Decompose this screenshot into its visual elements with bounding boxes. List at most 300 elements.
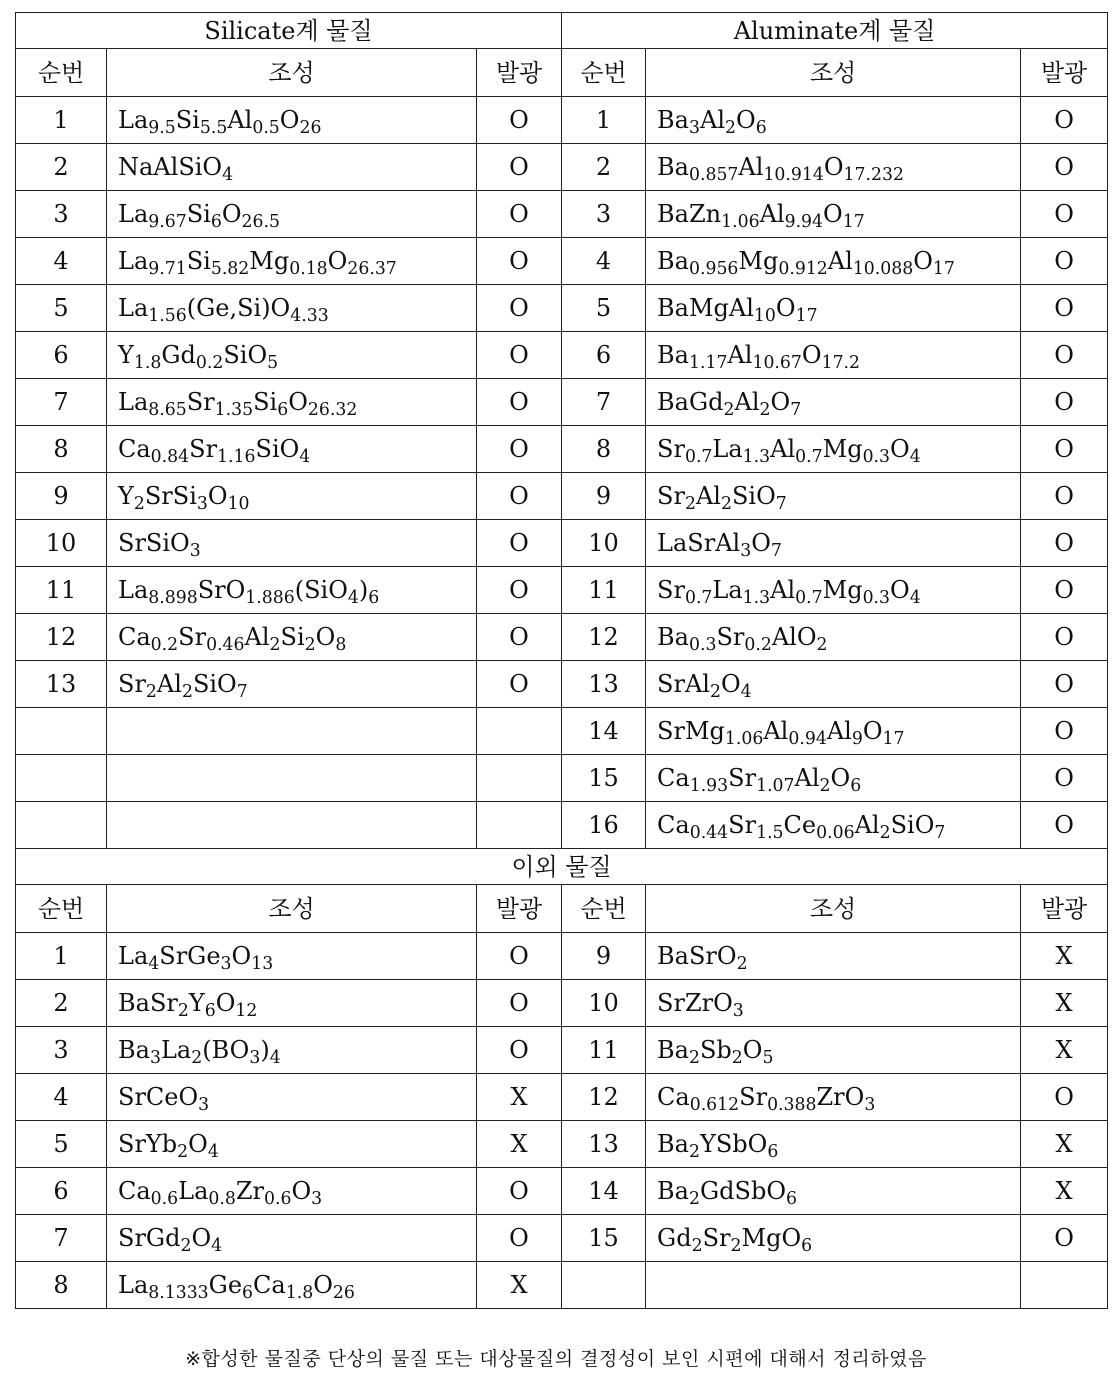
section-title-row [16,849,1108,885]
emission-cell: O [477,379,562,426]
formula-part: O [207,482,228,510]
formula-subscript: 1.3 [742,587,771,608]
formula-subscript: 1.886 [245,587,295,608]
formula-part: Si [280,623,305,651]
composition-cell [646,708,1021,755]
formula-part: Al [827,247,853,275]
emission-cell: O [477,144,562,191]
formula-subscript: 26 [332,1282,355,1303]
formula-part: O [862,717,883,745]
footnote: ※합성한 물질중 단상의 물질 또는 대상물질의 결정성이 보인 시편에 대해서 정리하였음 [185,1348,927,1370]
emission-cell: O [1021,238,1108,285]
formula-part: Sr [118,670,146,698]
table-row [16,97,1108,144]
index-cell: 6 [16,1168,107,1215]
composition-cell [646,97,1021,144]
emission-cell: O [1021,285,1108,332]
col-header-composition: 조성 [646,885,1021,933]
table-row [16,332,1108,379]
formula-part: Ge [208,1271,243,1299]
composition-cell [107,238,477,285]
formula-subscript: 0.94 [788,728,827,749]
emission-cell: O [477,426,562,473]
formula-subscript: 0.5 [252,117,280,138]
index-cell: 8 [562,426,646,473]
emission-cell: X [477,1074,562,1121]
emission-cell: O [477,520,562,567]
formula-part: SrSiO [118,529,190,557]
formula-part: Al [826,717,852,745]
formula-subscript: 0.7 [795,587,823,608]
formula-subscript: 0.956 [688,258,739,279]
index-cell: 10 [562,980,646,1027]
emission-cell: O [477,614,562,661]
formula-subscript: 4.33 [290,305,329,326]
col-header-emission: 발광 [477,49,562,97]
composition-cell [646,1027,1021,1074]
formula-subscript: 0.84 [150,446,190,467]
formula-part: Y [118,341,134,369]
formula-subscript: 3 [311,1188,323,1209]
emission-cell: X [1021,1027,1108,1074]
index-cell: 8 [16,426,107,473]
emission-cell: O [477,567,562,614]
composition-cell [107,661,477,708]
formula-subscript: 2 [709,681,721,702]
composition-cell [646,802,1021,849]
formula-subscript: 17.2 [821,352,861,373]
other-section-title: 이외 물질 [16,849,1108,885]
formula-subscript: 3 [196,493,208,514]
formula-part: Ca [118,435,151,463]
formula-subscript: 12 [235,1000,258,1021]
formula-part: O [291,1177,312,1205]
index-cell: 11 [16,567,107,614]
composition-cell [107,520,477,567]
formula-part: La [712,576,743,604]
table-row [16,980,1108,1027]
formula-part: BaSr [118,989,178,1017]
formula-subscript: 0.2 [744,634,772,655]
index-cell: 12 [562,1074,646,1121]
formula-subscript: 10 [227,493,250,514]
index-cell: 13 [16,661,107,708]
formula-part: Sr [178,623,207,651]
formula-subscript: 2 [819,775,831,796]
formula-part: Sr [739,1083,768,1111]
formula-part: Al [695,482,721,510]
formula-subscript: 5.82 [210,258,250,279]
formula-part: O [221,200,242,228]
index-cell: 11 [562,567,646,614]
index-cell: 9 [16,473,107,520]
formula-subscript: 17 [842,211,865,232]
formula-part: Mg [822,435,863,463]
emission-cell: O [1021,755,1108,802]
emission-cell: X [1021,1121,1108,1168]
formula-subscript: 2 [723,399,735,420]
formula-subscript: 0.2 [150,634,179,655]
formula-part: Al [794,764,820,792]
formula-subscript: 17 [882,728,905,749]
index-cell: 1 [16,97,107,144]
formula-subscript: 1.8 [285,1282,314,1303]
formula-subscript: 6 [755,117,767,138]
formula-part: Sr [716,623,745,651]
index-cell: 6 [16,332,107,379]
composition-cell [646,426,1021,473]
formula-part: O [775,294,796,322]
formula-subscript: 2 [731,1047,743,1068]
index-cell [16,802,107,849]
formula-subscript: 26.32 [307,399,358,420]
formula-subscript: 0.18 [289,258,328,279]
table-row [16,144,1108,191]
formula-part: Al [227,106,253,134]
composition-cell [107,1027,477,1074]
formula-part: O [890,435,910,463]
index-cell: 2 [16,980,107,1027]
composition-cell [107,97,477,144]
index-cell: 13 [562,661,646,708]
composition-cell [646,238,1021,285]
formula-subscript: 7 [775,493,787,514]
formula-subscript: 2 [133,493,145,514]
formula-subscript: 0.7 [795,446,823,467]
composition-cell [646,1074,1021,1121]
formula-subscript: 0.6 [264,1188,292,1209]
formula-subscript: 2 [879,822,891,843]
formula-part: Ba [657,247,689,275]
composition-cell [646,285,1021,332]
formula-subscript: 4 [207,1141,219,1162]
formula-part: Sr [702,1224,731,1252]
formula-subscript: 2 [720,493,732,514]
formula-subscript: 6 [767,1141,779,1162]
emission-cell: O [1021,426,1108,473]
composition-cell [107,191,477,238]
formula-part: Al [727,341,753,369]
formula-part: Si [253,388,278,416]
formula-part: O [801,341,822,369]
emission-cell: O [477,1027,562,1074]
formula-subscript: 8.65 [148,399,187,420]
formula-subscript: 26.5 [241,211,280,232]
formula-subscript: 3 [189,540,201,561]
formula-subscript: 8.898 [148,587,198,608]
index-cell: 5 [16,285,107,332]
formula-subscript: 0.46 [206,634,245,655]
table-row [16,473,1108,520]
formula-subscript: 4 [299,446,311,467]
formula-subscript: 7 [934,822,946,843]
composition-cell [646,933,1021,980]
formula-subscript: 4 [909,587,921,608]
formula-part: ZrO [816,1083,865,1111]
emission-cell: O [1021,661,1108,708]
table-row [16,1027,1108,1074]
emission-cell: O [477,980,562,1027]
table-row [16,191,1108,238]
formula-subscript: 4 [347,587,359,608]
col-header-no: 순번 [562,885,646,933]
emission-cell [477,708,562,755]
index-cell [16,708,107,755]
formula-part: SrAl [657,670,710,698]
formula-part: Ba [657,1036,689,1064]
emission-cell [477,755,562,802]
formula-part: Al [770,576,796,604]
formula-subscript: 7 [770,540,782,561]
formula-subscript: 2 [688,1141,700,1162]
formula-part: O [751,529,771,557]
index-cell: 12 [562,614,646,661]
emission-cell: O [477,1168,562,1215]
formula-part: O [720,670,741,698]
formula-part: La [712,435,743,463]
formula-part: Ce [783,811,817,839]
formula-subscript: 6 [204,1000,216,1021]
composition-cell [646,755,1021,802]
emission-cell: O [1021,567,1108,614]
emission-cell: O [477,473,562,520]
formula-part: YSbO [699,1130,768,1158]
formula-subscript: 26 [299,117,322,138]
composition-cell [107,1074,477,1121]
composition-cell [107,1215,477,1262]
formula-subscript: 1.3 [742,446,771,467]
formula-part: BaMgAl [657,294,754,322]
formula-part: Ca [657,764,690,792]
emission-cell: O [477,238,562,285]
formula-subscript: 3 [688,117,700,138]
formula-subscript: 1.16 [217,446,256,467]
formula-part: Ba [657,1130,689,1158]
formula-part: Ba [657,623,689,651]
formula-part: Sr [657,482,685,510]
formula-subscript: 3 [149,1047,161,1068]
formula-subscript: 2 [684,493,696,514]
table-row [16,285,1108,332]
col-header-composition: 조성 [107,885,477,933]
emission-cell: O [477,285,562,332]
emission-cell: O [477,97,562,144]
formula-subscript: 5 [762,1047,774,1068]
emission-cell: O [477,933,562,980]
index-cell: 5 [562,285,646,332]
formula-part: Al [759,200,785,228]
index-cell: 3 [16,1027,107,1074]
formula-subscript: 10.67 [752,352,802,373]
emission-cell: O [477,332,562,379]
index-cell [16,755,107,802]
formula-part: ) [358,576,369,604]
table-row [16,379,1108,426]
formula-subscript: 3 [220,953,232,974]
formula-part: Sr [657,576,685,604]
composition-cell [107,614,477,661]
formula-subscript: 0.7 [684,446,713,467]
formula-part: Sr [657,435,685,463]
formula-subscript: 6 [368,587,380,608]
formula-subscript: 1.5 [756,822,784,843]
formula-part: Mg [738,247,779,275]
formula-part: Ca [118,623,151,651]
formula-subscript: 9.94 [784,211,824,232]
index-cell: 2 [16,144,107,191]
index-cell: 15 [562,1215,646,1262]
formula-part: Ca [118,1177,151,1205]
formula-part: Sr [728,764,757,792]
formula-part: O [327,247,348,275]
emission-cell [1021,1262,1108,1309]
formula-subscript: 0.7 [684,587,713,608]
formula-part: SrMg [657,717,725,745]
composition-cell [107,708,477,755]
formula-subscript: 2 [180,1235,192,1256]
table-row [16,802,1108,849]
composition-cell [107,980,477,1027]
formula-part: Si [175,106,200,134]
formula-part: Al [244,623,270,651]
formula-subscript: 9.5 [148,117,176,138]
formula-part: Ca [657,811,690,839]
formula-subscript: 4 [148,953,160,974]
formula-part: O [231,942,252,970]
formula-part: BaSrO [657,942,737,970]
table-row [16,426,1108,473]
formula-subscript: 17.232 [843,164,904,185]
composition-cell [646,1262,1021,1309]
formula-part: Al [763,717,789,745]
index-cell: 5 [16,1121,107,1168]
formula-subscript: 8.1333 [148,1282,209,1303]
formula-part: Ba [657,1177,689,1205]
composition-cell [107,379,477,426]
index-cell: 7 [16,379,107,426]
table-row [16,238,1108,285]
formula-subscript: 2 [736,953,748,974]
index-cell: 8 [16,1262,107,1309]
formula-subscript: 0.388 [767,1094,817,1115]
formula-part: SiO [192,670,237,698]
emission-cell: X [1021,1168,1108,1215]
formula-part: O [188,1130,208,1158]
formula-part: O [823,153,844,181]
formula-part: GdSbO [699,1177,786,1205]
emission-cell: X [477,1262,562,1309]
formula-subscript: 2 [759,399,771,420]
index-cell: 3 [16,191,107,238]
formula-part: SrGd [118,1224,181,1252]
index-cell: 4 [16,1074,107,1121]
col-header-composition: 조성 [107,49,477,97]
formula-subscript: 2 [269,634,281,655]
table-row [16,1215,1108,1262]
index-cell: 6 [562,332,646,379]
formula-subscript: 3 [740,540,752,561]
composition-cell [646,614,1021,661]
formula-subscript: 1.8 [133,352,162,373]
formula-subscript: 5.5 [199,117,228,138]
formula-subscript: 8 [335,634,347,655]
composition-cell [107,144,477,191]
col-header-composition: 조성 [646,49,1021,97]
emission-cell: O [1021,802,1108,849]
col-header-emission: 발광 [1021,885,1108,933]
col-header-no: 순번 [16,49,107,97]
emission-cell: O [1021,1074,1108,1121]
col-header-emission: 발광 [477,885,562,933]
formula-subscript: 6 [850,775,862,796]
formula-part: O [313,1271,333,1299]
formula-subscript: 2 [145,681,157,702]
formula-subscript: 2 [304,634,316,655]
formula-subscript: 9.67 [148,211,187,232]
index-cell: 11 [562,1027,646,1074]
composition-cell [107,755,477,802]
formula-subscript: 2 [191,1047,203,1068]
formula-part: Mg [249,247,290,275]
emission-cell: O [1021,708,1108,755]
formula-part: Ca [657,1083,690,1111]
composition-cell [646,520,1021,567]
formula-subscript: 4 [222,164,234,185]
formula-part: Ba [118,1036,150,1064]
formula-subscript: 2 [691,1235,703,1256]
formula-part: Al [699,106,725,134]
formula-part: Zr [235,1177,265,1205]
formula-part: SiO [255,435,300,463]
formula-subscript: 1.56 [148,305,187,326]
formula-subscript: 0.912 [778,258,828,279]
formula-subscript: 9.71 [148,258,187,279]
composition-cell [646,144,1021,191]
formula-subscript: 2 [730,1235,742,1256]
formula-subscript: 3 [198,1094,210,1115]
formula-subscript: 2 [688,1188,700,1209]
formula-subscript: 1.06 [724,728,764,749]
emission-cell: O [477,661,562,708]
formula-part: SiO [731,482,776,510]
formula-part: O [890,576,910,604]
composition-cell [646,661,1021,708]
formula-part: La [118,576,149,604]
table-row [16,933,1108,980]
formula-part: Si [186,247,211,275]
formula-part: O [823,200,843,228]
composition-cell [646,332,1021,379]
formula-part: Al [156,670,182,698]
index-cell: 14 [562,708,646,755]
formula-subscript: 0.857 [688,164,739,185]
phosphor-table [15,12,1108,1309]
silicate-section-title: Silicate계 물질 [16,13,562,49]
composition-cell [107,332,477,379]
formula-subscript: 2 [177,1141,189,1162]
formula-subscript: 4 [269,1047,281,1068]
formula-part: O [279,106,300,134]
formula-part: BaGd [657,388,724,416]
composition-cell [646,1168,1021,1215]
formula-part: Y [188,989,205,1017]
formula-subscript: 6 [786,1188,797,1209]
emission-cell: O [1021,144,1108,191]
table-row [16,1074,1108,1121]
composition-cell [107,802,477,849]
formula-part: Sb [699,1036,732,1064]
composition-cell [107,285,477,332]
